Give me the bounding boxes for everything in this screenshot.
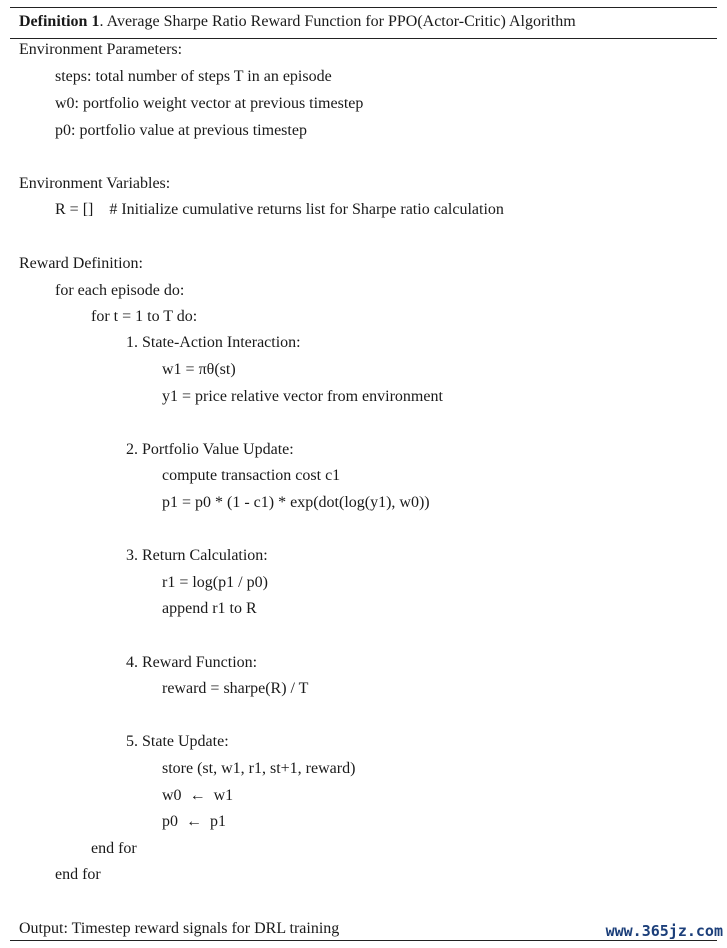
end-for-outer: end for (55, 866, 101, 883)
end-for-inner: end for (91, 840, 137, 857)
reward-def-header: Reward Definition: (19, 255, 143, 272)
p0-lhs: p0 (162, 813, 178, 830)
step3-header: 3. Return Calculation: (126, 547, 268, 564)
step1-w1: w1 = πθ(st) (162, 361, 236, 378)
header-rule (10, 38, 717, 39)
top-rule (10, 7, 717, 8)
w0-lhs: w0 (162, 787, 182, 804)
step1-y1: y1 = price relative vector from environment (162, 388, 443, 405)
step2-transaction-cost: compute transaction cost c1 (162, 467, 341, 484)
w0-rhs: w1 (213, 787, 234, 804)
definition-label: Definition 1 (19, 13, 100, 30)
env-params-header: Environment Parameters: (19, 41, 183, 58)
step4-reward: reward = sharpe(R) / T (162, 680, 309, 697)
watermark: www.365jz.com (605, 922, 723, 940)
bottom-rule (10, 940, 717, 941)
var-r-init: R = [] # Initialize cumulative returns list for Sharpe ratio calculation (55, 201, 504, 218)
param-w0: w0: portfolio weight vector at previous timestep (55, 95, 364, 112)
step2-header: 2. Portfolio Value Update: (126, 441, 294, 458)
step3-append: append r1 to R (162, 600, 257, 617)
step5-store: store (st, w1, r1, st+1, reward) (162, 760, 356, 777)
step2-p1: p1 = p0 * (1 - c1) * exp(dot(log(y1), w0)) (162, 494, 430, 511)
for-t-loop: for t = 1 to T do: (91, 308, 198, 325)
step3-r1: r1 = log(p1 / p0) (162, 574, 268, 591)
output-line: Output: Timestep reward signals for DRL training (19, 920, 340, 937)
definition-title-text: . Average Sharpe Ratio Reward Function for PPO(Actor-Critic) Algorithm (99, 13, 576, 30)
param-steps: steps: total number of steps T in an episode (55, 68, 332, 85)
p0-rhs: p1 (210, 813, 226, 830)
step5-p0-update (162, 812, 226, 832)
env-vars-header: Environment Variables: (19, 175, 171, 192)
left-arrow-icon: ← (189, 787, 206, 804)
step5-header: 5. State Update: (126, 733, 229, 750)
for-each-episode: for each episode do: (55, 282, 185, 299)
param-p0: p0: portfolio value at previous timestep (55, 122, 307, 139)
step4-header: 4. Reward Function: (126, 654, 258, 671)
definition-title (19, 11, 576, 33)
left-arrow-icon: ← (186, 813, 202, 830)
step5-w0-update (162, 786, 233, 806)
step1-header: 1. State-Action Interaction: (126, 334, 301, 351)
